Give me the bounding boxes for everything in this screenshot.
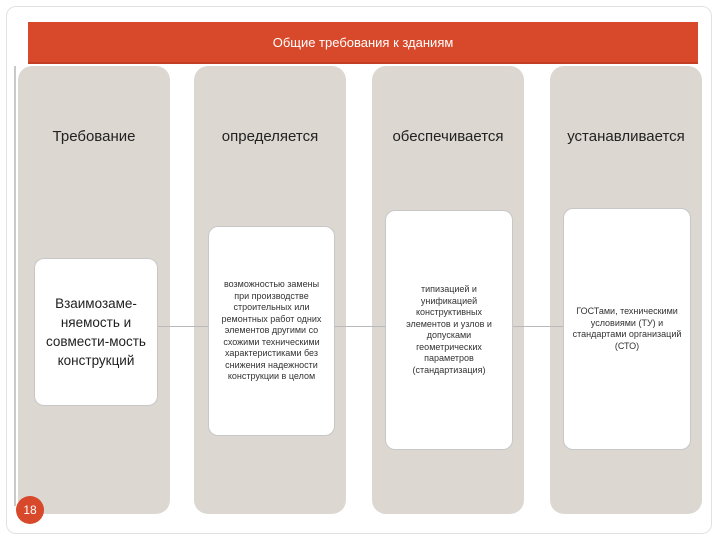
column-header-ensured: обеспечивается (392, 128, 504, 145)
column-header-requirement: Требование (52, 128, 136, 145)
column-header-determined: определяется (221, 128, 319, 145)
title-bar (28, 22, 698, 64)
connector-line (157, 326, 208, 327)
established-box (563, 208, 691, 450)
requirement-box (34, 258, 158, 406)
connector-line (334, 326, 386, 327)
ensured-text: типизацией и унификацией конструктивных элементов и узлов и допусками геометрических параметров (стандартизация) (406, 284, 492, 375)
column-header-established: устанавливается (567, 128, 685, 145)
established-text: ГОСТами, техническими условиями (ТУ) и стандартами организаций (СТО) (572, 306, 682, 351)
requirement-text: Взаимозаме- няемость и совмести-мость конструкций (46, 296, 146, 368)
page-number: 18 (23, 503, 37, 517)
slide-title: Общие требования к зданиям (272, 34, 454, 50)
ensured-box (385, 210, 513, 450)
determined-box (208, 226, 335, 436)
determined-text: возможностью замены при производстве строительных или ремонтных работ одних элементов другими со схожими техническими характеристиками без снижения надежности конструкции в целом (221, 279, 322, 382)
connector-line (512, 326, 564, 327)
left-rule (14, 66, 16, 506)
page-number-badge (16, 496, 44, 524)
